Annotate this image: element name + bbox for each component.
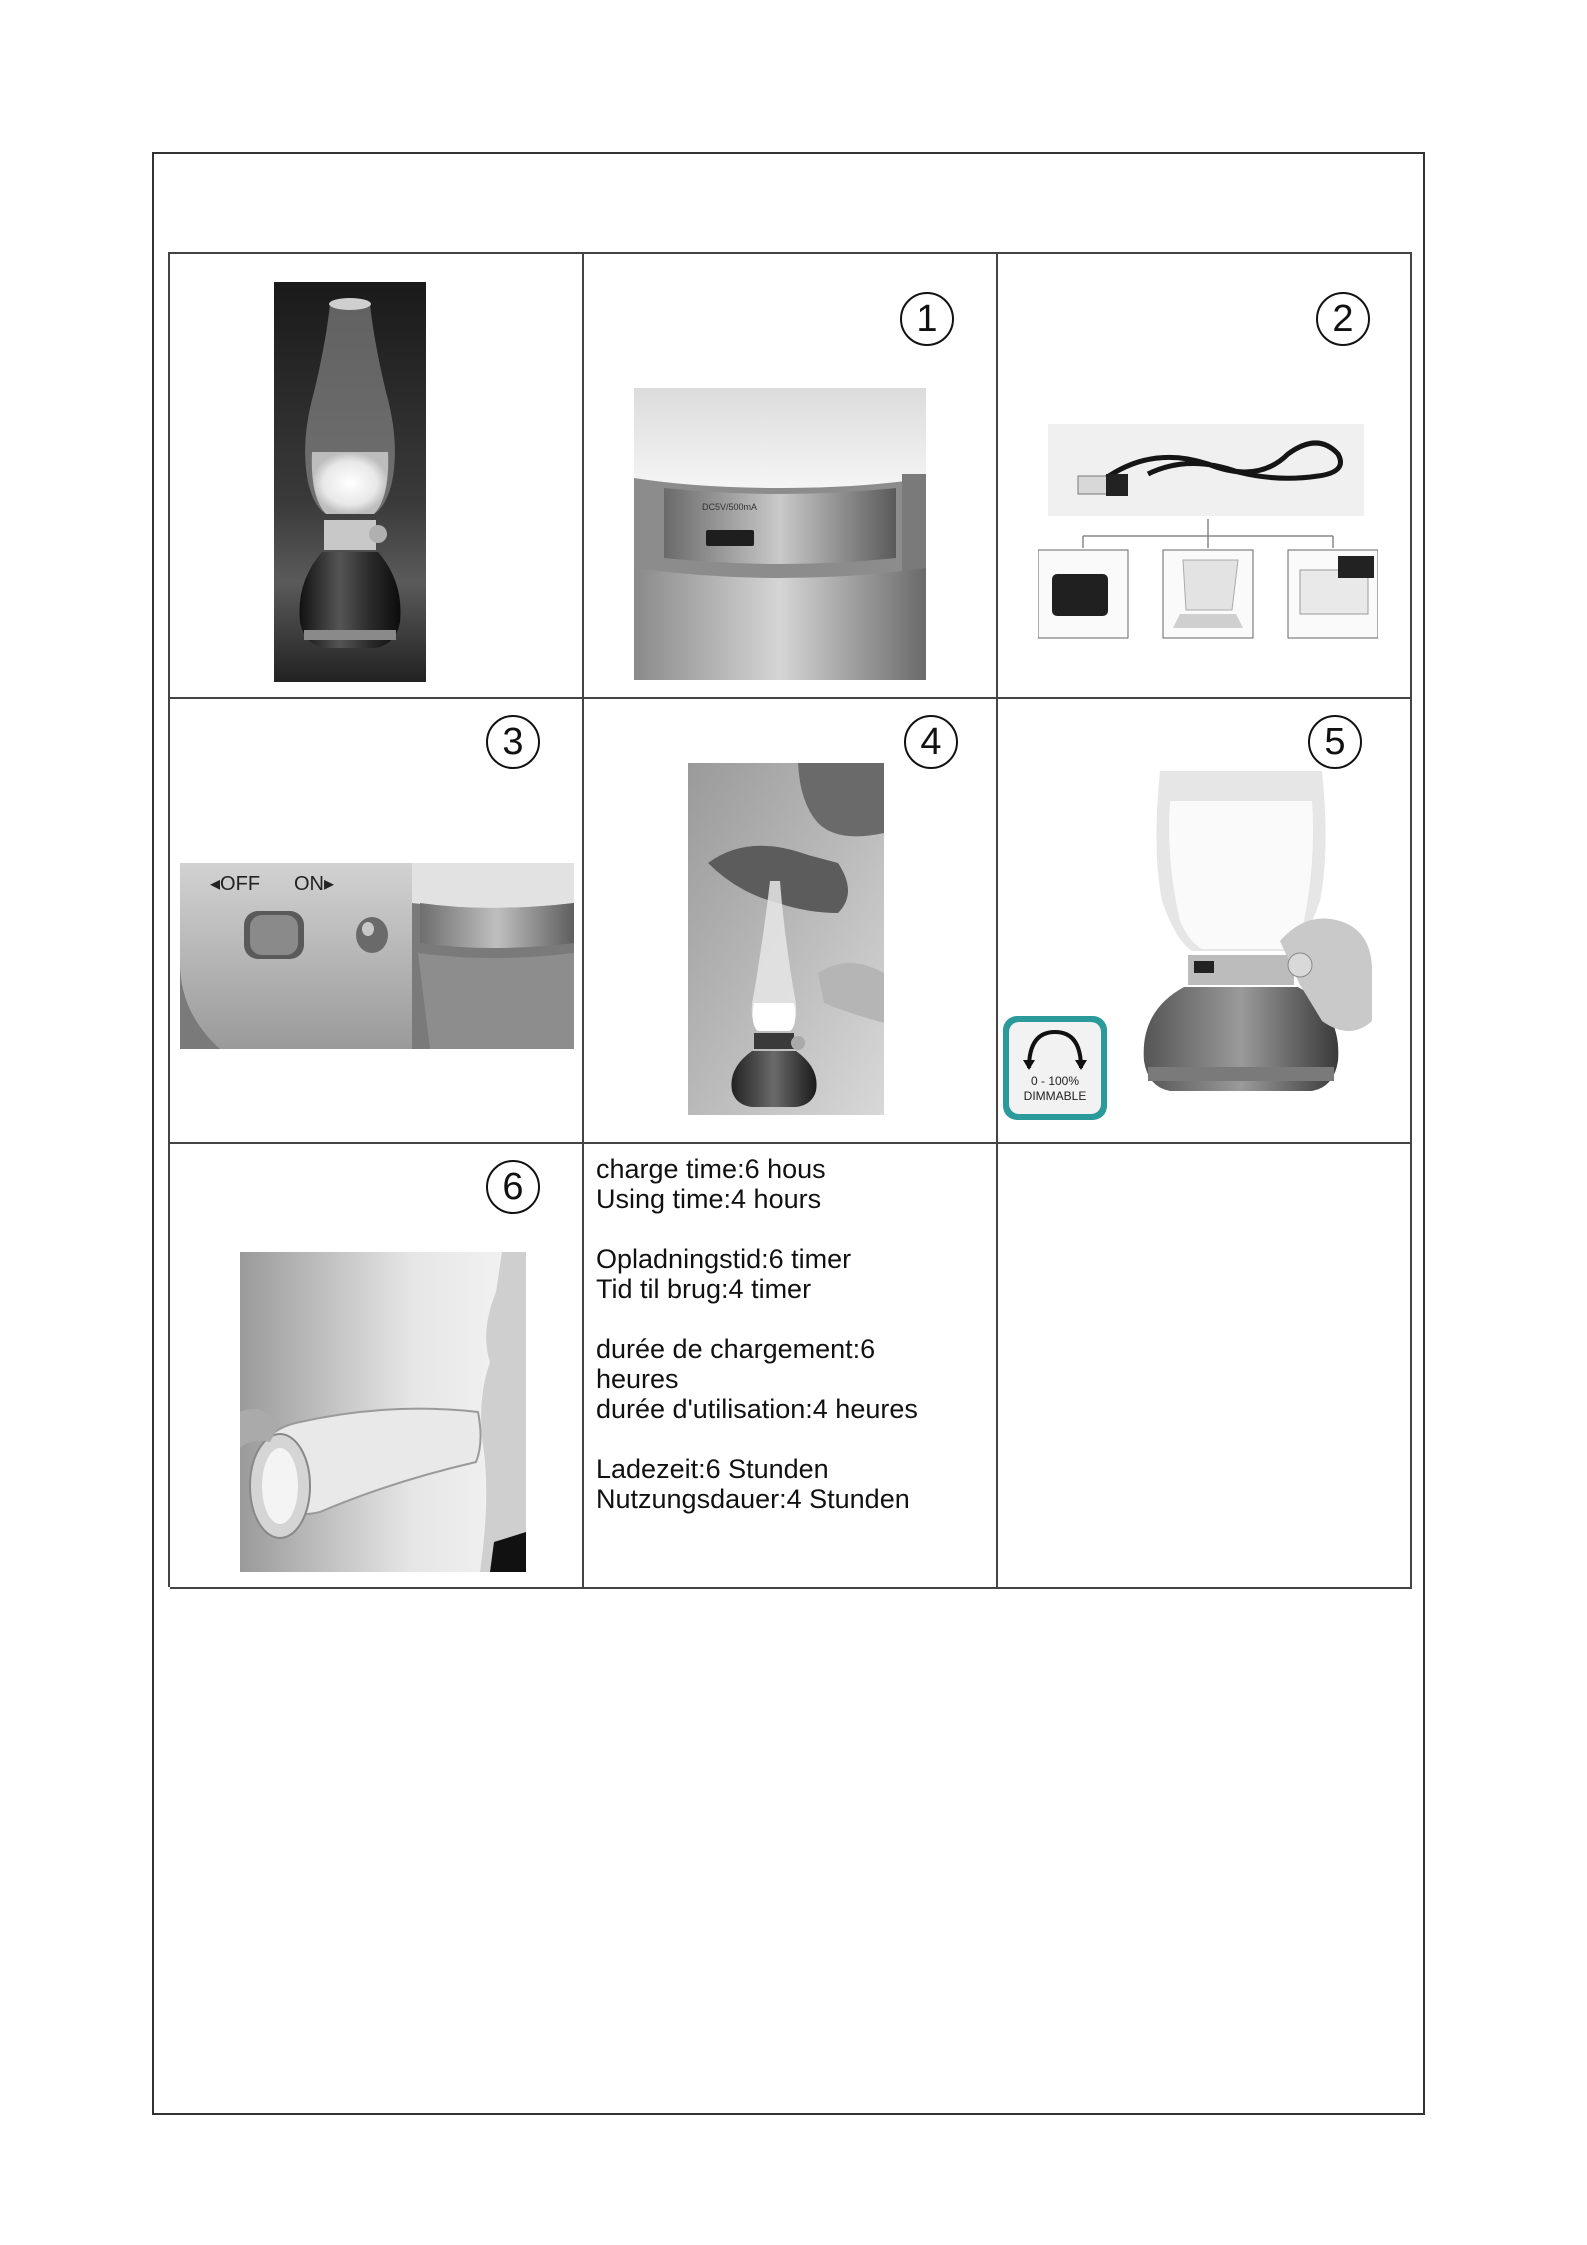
cell-info xyxy=(584,1144,998,1589)
cell-step-1 xyxy=(584,254,998,699)
cell-step-6 xyxy=(170,1144,584,1589)
cell-lamp xyxy=(170,254,584,699)
usb-port-photo xyxy=(634,388,926,680)
cell-step-3 xyxy=(170,699,584,1144)
dimming-arc-icon xyxy=(1023,1028,1087,1072)
cell-step-2 xyxy=(998,254,1412,699)
switch-off-label: ◂OFF xyxy=(210,873,261,895)
dimmable-label: DIMMABLE xyxy=(1023,1089,1087,1103)
step-number: 5 xyxy=(1308,715,1362,769)
info-danish xyxy=(596,1244,986,1304)
blow-out-photo xyxy=(688,763,884,1115)
port-rating-label: DC5V/500mA xyxy=(702,502,758,512)
usb-cable-photo xyxy=(1038,424,1378,664)
info-english xyxy=(596,1154,986,1214)
lamp-photo xyxy=(274,282,426,682)
step-number: 3 xyxy=(486,715,540,769)
step-number: 4 xyxy=(904,715,958,769)
cell-empty xyxy=(998,1144,1412,1589)
cell-step-5 xyxy=(998,699,1412,1144)
info-french xyxy=(596,1334,986,1424)
step-number: 1 xyxy=(900,292,954,346)
switch-on-label: ON▸ xyxy=(294,873,335,895)
cell-step-4 xyxy=(584,699,998,1144)
using-time-en: Using time:4 hours xyxy=(596,1184,822,1214)
using-time-fr: durée d'utilisation:4 heures xyxy=(596,1394,918,1424)
using-time-de: Nutzungsdauer:4 Stunden xyxy=(596,1484,910,1514)
dimmable-badge xyxy=(1003,1016,1107,1120)
blow-on-photo xyxy=(240,1252,526,1572)
charge-time-da: Opladningstid:6 timer xyxy=(596,1244,852,1274)
charge-time-en: charge time:6 hous xyxy=(596,1154,826,1184)
dimmable-range: 0 - 100% xyxy=(1030,1074,1080,1088)
charge-time-fr-cont: heures xyxy=(596,1364,679,1394)
step-number: 2 xyxy=(1316,292,1370,346)
dimmer-photo xyxy=(1110,771,1372,1115)
on-off-switch-photo xyxy=(180,863,574,1049)
using-time-da: Tid til brug:4 timer xyxy=(596,1274,812,1304)
info-german xyxy=(596,1454,986,1514)
instruction-grid xyxy=(168,252,1412,1587)
charge-info xyxy=(596,1154,986,1544)
charge-time-fr: durée de chargement:6 xyxy=(596,1334,876,1364)
step-number: 6 xyxy=(486,1160,540,1214)
charge-time-de: Ladezeit:6 Stunden xyxy=(596,1454,829,1484)
